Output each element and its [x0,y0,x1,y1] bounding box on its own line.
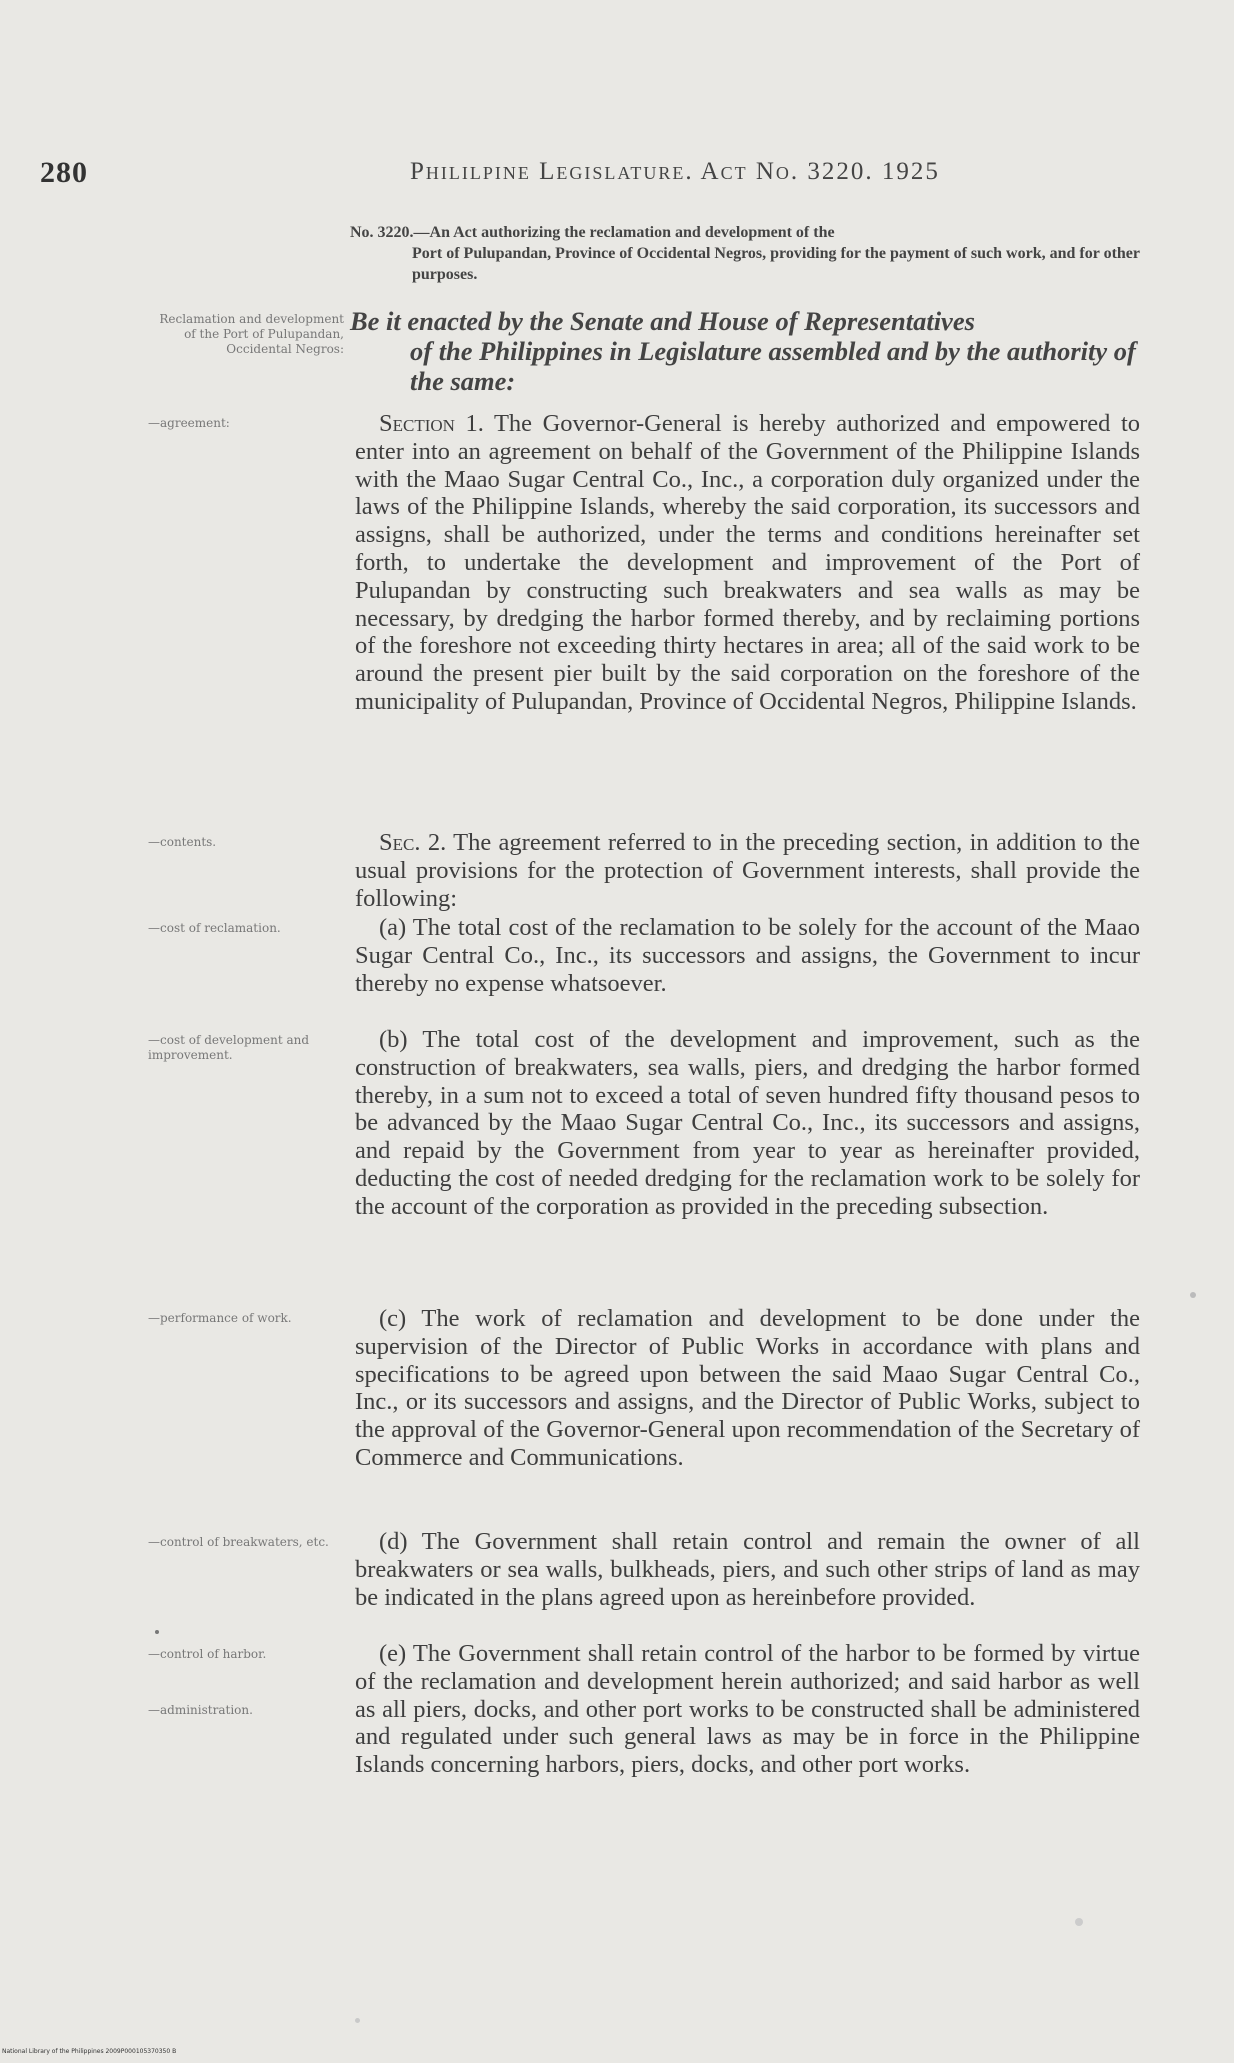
margin-note-administration: —administration. [148,1703,253,1717]
act-title-line2: Port of Pulupandan, Province of Occidental Negros, providing for the payment of such work, and for other purposes. [412,245,1140,283]
section-2-text: The agreement referred to in the preceding section, in addition to the usual provisions for the protection of Government interests, shall provide the following: [355,829,1140,912]
paper-spot [155,1630,159,1634]
subsection-e: (e) The Government shall retain control of the harbor to be formed by virtue of the reclamation and development herein authorized; and said harbor as well as all piers, docks, and other port works to be constructed shall be administered and regulated under such general laws as may be in force in the Philippine Islands concerning harbors, piers, docks, and other port works. [355,1640,1140,1779]
enacting-clause [350,306,1140,396]
margin-note-agreement: —agreement: [148,416,230,430]
margin-note-reclamation: Reclamation and development of the Port of Pulupandan, Occidental Negros: [159,312,344,356]
subsection-c: (c) The work of reclamation and development to be done under the supervision of the Director of Public Works in accordance with plans and specifications to be agreed upon between the said Maao Sugar Central Co., Inc., or its successors and assigns, and the Director of Public Works, subject to the approval of the Governor-General upon recommendation of the Secretary of Commerce and Communications. [355,1305,1140,1471]
section-2 [355,829,1140,912]
section-2-label: Sec. 2. [379,829,447,856]
section-1 [355,410,1140,716]
margin-note-cost-reclamation: —cost of reclamation. [148,921,281,935]
margin-note-contents: —contents. [148,835,217,849]
margin-note-control-harbor: —control of harbor. [148,1647,267,1661]
enacting-line2: of the Philippines in Legislature assembled and by the authority of the same: [410,336,1136,396]
section-1-label: Section 1. [379,410,484,437]
subsection-b: (b) The total cost of the development and improvement, such as the construction of breakwaters, sea walls, piers, and dredging the harbor formed thereby, in a sum not to exceed a total of seven hundred fifty thousand pesos to be advanced by the Maao Sugar Central Co., Inc., its successors and assigns, and repaid by the Government from year to year as hereinafter provided, deducting the cost of needed dredging for the reclamation work to be solely for the account of the corporation as provided in the preceding subsection. [355,1026,1140,1220]
paper-spot [1075,1918,1083,1926]
footer-library-label: National Library of the Philippines 2009P000105370350 B [2,2048,177,2055]
margin-note-performance: —performance of work. [148,1311,292,1325]
enacting-line1: Be it enacted by the Senate and House of Representatives [350,306,975,336]
act-title-line1: No. 3220.—An Act authorizing the reclamation and development of the [350,224,835,241]
act-title [350,222,1140,285]
paper-spot [1190,1292,1196,1298]
page-number: 280 [40,156,88,189]
margin-note-cost-development: —cost of development and improvement. [148,1033,310,1062]
subsection-a: (a) The total cost of the reclamation to be solely for the account of the Maao Sugar Central Co., Inc., its successors and assigns, the Government to incur thereby no expense whatsoever. [355,914,1140,997]
section-1-text: The Governor-General is hereby authorized and empowered to enter into an agreement on behalf of the Government of the Philippine Islands with the Maao Sugar Central Co., Inc., a corporation duly organized under the laws of the Philippine Islands, whereby the said corporation, its successors and assigns, shall be authorized, under the terms and conditions hereinafter set forth, to undertake the development and improvement of the Port of Pulupandan by constructing such breakwaters and sea walls as may be necessary, by dredging the harbor formed thereby, and by reclaiming portions of the foreshore not exceeding thirty hectares in area; all of the said work to be around the present pier built by the said corporation on the foreshore of the municipality of Pulupandan, Province of Occidental Negros, Philippine Islands. [355,410,1141,715]
paper-spot [355,2018,360,2023]
running-head: Phililpine Legislature. Act No. 3220. 1925 [410,158,940,185]
subsection-d: (d) The Government shall retain control and remain the owner of all breakwaters or sea walls, bulkheads, piers, and such other strips of land as may be indicated in the plans agreed upon as hereinbefore provided. [355,1528,1140,1611]
margin-note-control-breakwaters: —control of breakwaters, etc. [148,1535,329,1549]
